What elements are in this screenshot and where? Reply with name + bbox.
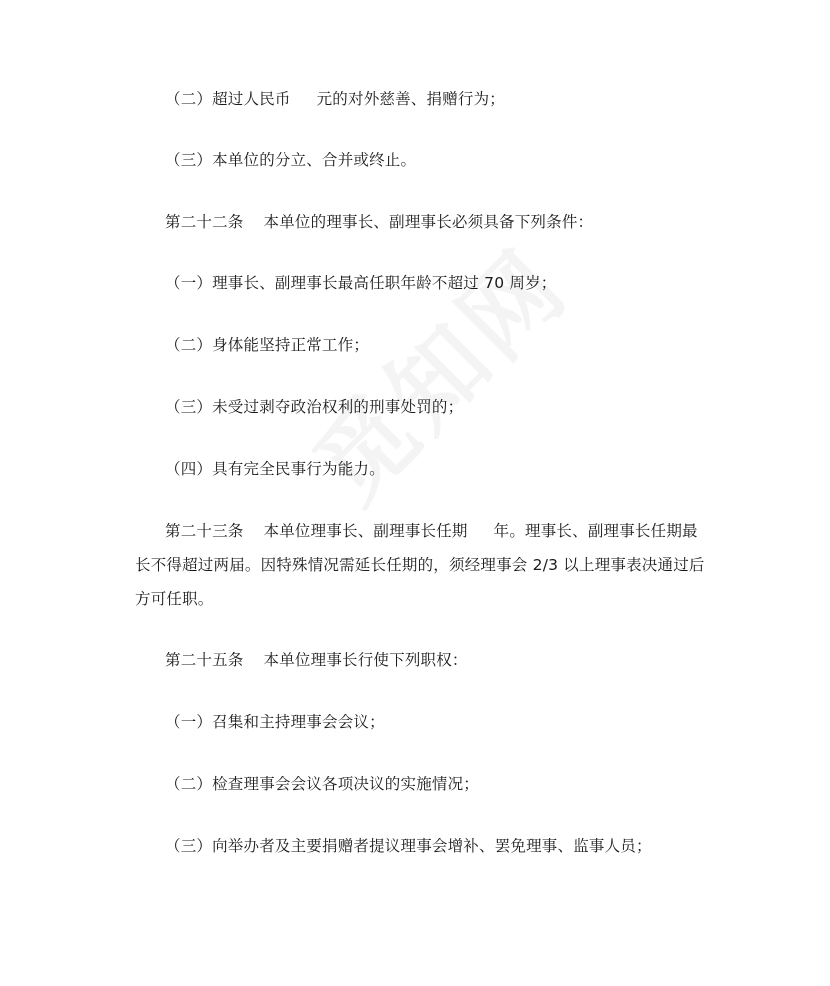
clause-2-donation-limit: [165, 82, 505, 116]
article-number: 第二十五条: [165, 651, 244, 669]
article-text: 本单位的理事长、副理事长必须具备下列条件：: [263, 213, 594, 231]
article-text: 本单位理事长、副理事长任期: [263, 522, 468, 540]
power-3: （三）向举办者及主要捐赠者提议理事会增补、罢免理事、监事人员；: [165, 837, 652, 855]
article-23-continuation: 长不得超过两届。因特殊情况需延长任期的，须经理事会 2/3 以上理事表决通过后: [135, 556, 705, 574]
power-2: （二）检查理事会会议各项决议的实施情况；: [165, 775, 480, 793]
article-text: 本单位理事长行使下列职权：: [263, 651, 468, 669]
clause-3-merger: （三）本单位的分立、合并或终止。: [165, 151, 417, 169]
article-number: 第二十三条: [165, 522, 244, 540]
condition-1: （一）理事长、副理事长最高任职年龄不超过 70 周岁；: [165, 274, 557, 292]
article-23-continuation: 方可任职。: [135, 590, 214, 608]
article-number: 第二十二条: [165, 213, 244, 231]
article-25-heading: [165, 643, 468, 677]
clause-text-part: 元的对外慈善、捐赠行为；: [316, 90, 506, 108]
article-text: 年。理事长、副理事长任期最: [493, 522, 698, 540]
condition-3: （三）未受过剥夺政治权利的刑事处罚的；: [165, 398, 464, 416]
condition-2: （二）身体能坚持正常工作；: [165, 336, 370, 354]
clause-text-part: （二）超过人民币: [165, 90, 291, 108]
condition-4: （四）具有完全民事行为能力。: [165, 460, 385, 478]
power-1: （一）召集和主持理事会会议；: [165, 713, 385, 731]
article-23-heading: [165, 514, 698, 548]
article-22-heading: [165, 205, 593, 239]
